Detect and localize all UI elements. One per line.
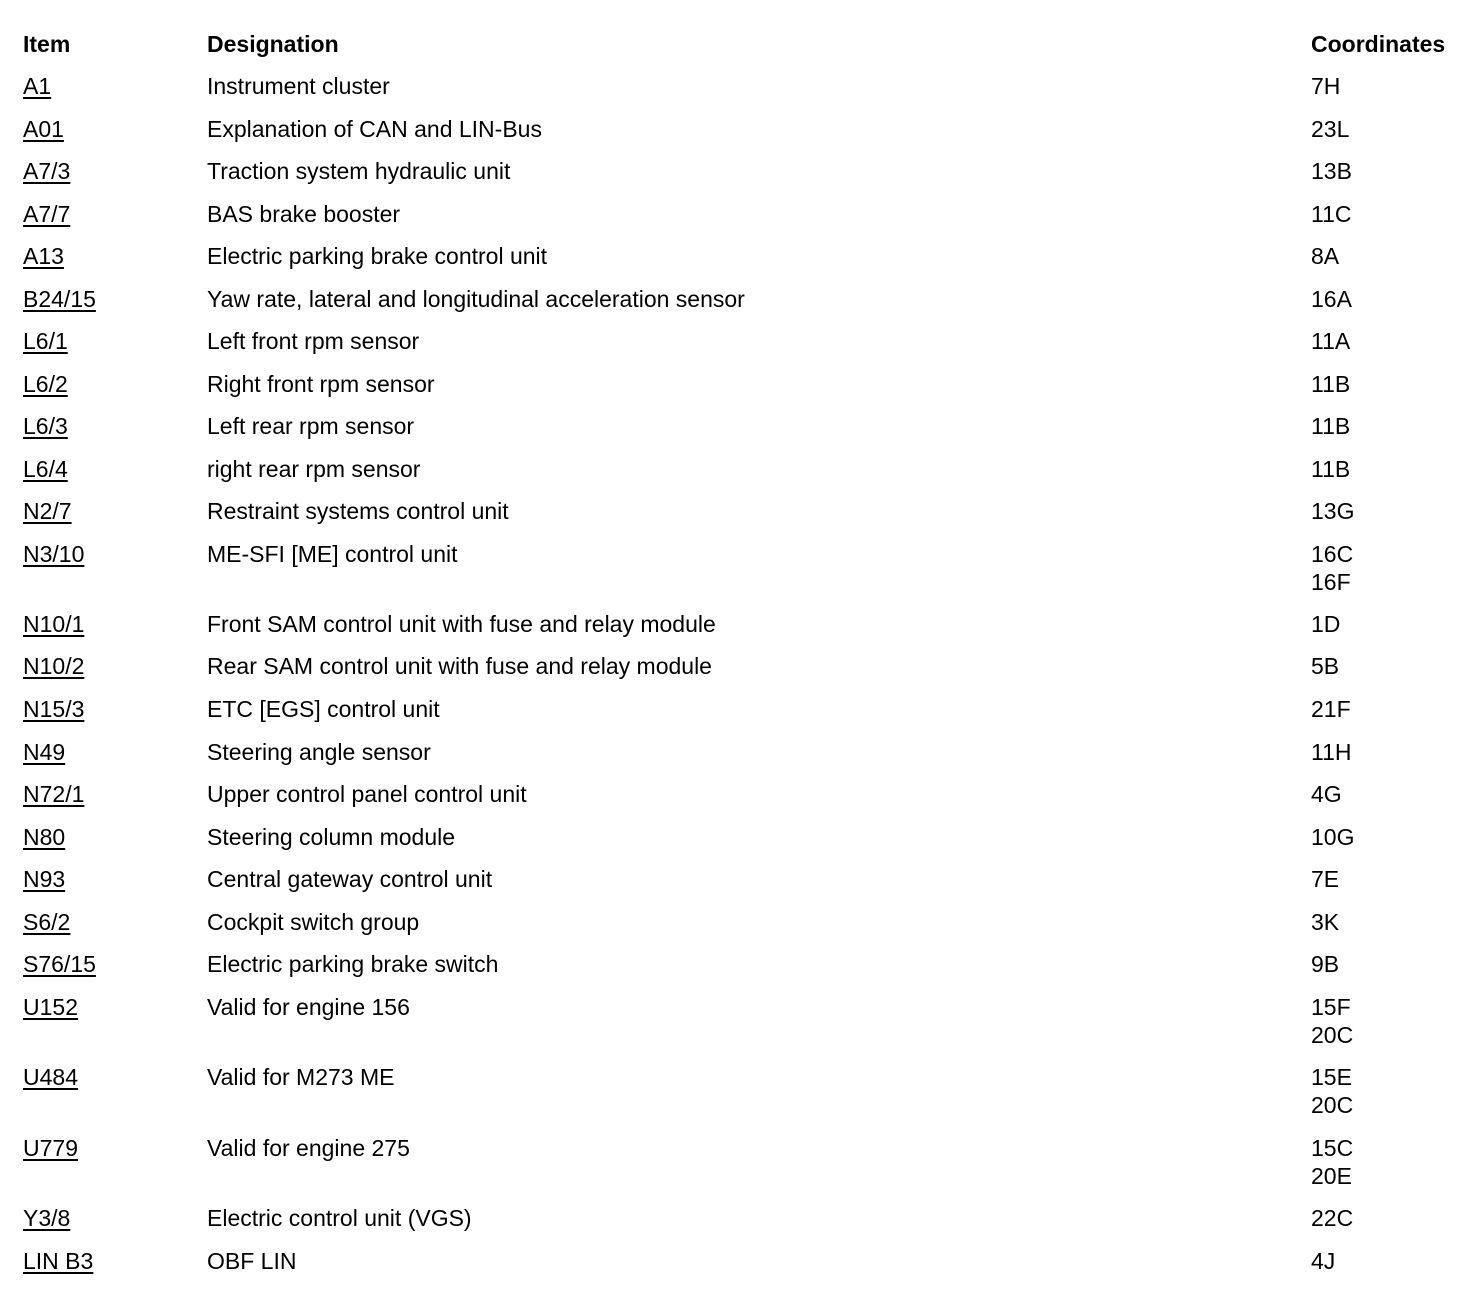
coordinate-value: 7H	[1311, 73, 1341, 99]
coordinate-value: 20C	[1311, 1092, 1354, 1118]
item-link[interactable]: B24/15	[23, 286, 96, 312]
designation-text: Cockpit switch group	[207, 909, 420, 935]
coordinate-value: 1D	[1311, 611, 1341, 637]
item-link[interactable]: N72/1	[23, 781, 85, 807]
designation-text: Right front rpm sensor	[207, 371, 435, 397]
designation-text: ETC [EGS] control unit	[207, 696, 440, 722]
coordinates-cell	[1311, 497, 1354, 525]
designation-text: Left rear rpm sensor	[207, 413, 415, 439]
coordinate-value: 16C	[1311, 541, 1354, 567]
item-link[interactable]: N15/3	[23, 696, 85, 722]
item-link[interactable]: N80	[23, 824, 66, 850]
designation-text: Upper control panel control unit	[207, 781, 527, 807]
item-link[interactable]: U484	[23, 1064, 78, 1090]
coordinates-cell	[1311, 652, 1339, 680]
coordinate-value: 15C	[1311, 1135, 1354, 1161]
coordinates-cell	[1311, 540, 1353, 596]
coordinate-value: 23L	[1311, 116, 1350, 142]
item-link[interactable]: Y3/8	[23, 1205, 71, 1231]
coordinates-cell	[1311, 823, 1354, 851]
coordinate-value: 11B	[1311, 456, 1351, 482]
coordinate-value: 11B	[1311, 371, 1351, 397]
designation-text: Steering angle sensor	[207, 739, 431, 765]
coordinate-value: 4J	[1311, 1248, 1336, 1274]
coordinate-value: 13B	[1311, 158, 1352, 184]
coordinates-cell	[1311, 1247, 1335, 1275]
designation-text: Yaw rate, lateral and longitudinal acceleration sensor	[207, 286, 745, 312]
coordinates-cell	[1311, 412, 1350, 440]
item-link[interactable]: L6/2	[23, 371, 68, 397]
coordinates-cell	[1311, 950, 1339, 978]
designation-text: Explanation of CAN and LIN-Bus	[207, 116, 542, 142]
coordinates-cell	[1311, 908, 1339, 936]
coordinate-value: 11A	[1311, 328, 1351, 354]
coordinate-value: 7E	[1311, 866, 1340, 892]
item-link[interactable]: S6/2	[23, 909, 71, 935]
item-link[interactable]: N93	[23, 866, 66, 892]
coordinate-value: 16F	[1311, 569, 1351, 595]
designation-text: Instrument cluster	[207, 73, 390, 99]
item-link[interactable]: L6/1	[23, 328, 68, 354]
coordinates-cell	[1311, 327, 1350, 355]
coordinate-value: 11B	[1311, 413, 1351, 439]
item-link[interactable]: N3/10	[23, 541, 85, 567]
coordinate-value: 4G	[1311, 781, 1342, 807]
item-link[interactable]: U152	[23, 994, 78, 1020]
header-item: Item	[23, 31, 71, 57]
designation-text: Electric parking brake switch	[207, 951, 499, 977]
coordinates-cell	[1311, 242, 1339, 270]
designation-text: ME-SFI [ME] control unit	[207, 541, 458, 567]
coordinates-cell	[1311, 1134, 1353, 1190]
item-link[interactable]: S76/15	[23, 951, 96, 977]
coordinate-value: 9B	[1311, 951, 1340, 977]
coordinates-cell	[1311, 157, 1352, 185]
coordinates-cell	[1311, 1204, 1353, 1232]
item-link[interactable]: L6/3	[23, 413, 68, 439]
coordinates-cell	[1311, 780, 1342, 808]
coordinates-cell	[1311, 738, 1352, 766]
coordinate-value: 3K	[1311, 909, 1340, 935]
header-designation: Designation	[207, 31, 339, 57]
coordinates-cell	[1311, 610, 1340, 638]
coordinate-value: 10G	[1311, 824, 1355, 850]
coordinates-cell	[1311, 993, 1353, 1049]
designation-text: Rear SAM control unit with fuse and relay module	[207, 653, 712, 679]
item-link[interactable]: A13	[23, 243, 64, 269]
item-link[interactable]: LIN B3	[23, 1248, 94, 1274]
designation-text: Valid for engine 275	[207, 1135, 410, 1161]
designation-text: Left front rpm sensor	[207, 328, 420, 354]
coordinate-value: 13G	[1311, 498, 1355, 524]
coordinate-value: 8A	[1311, 243, 1340, 269]
coordinate-value: 16A	[1311, 286, 1352, 312]
coordinate-value: 20E	[1311, 1163, 1352, 1189]
item-link[interactable]: N49	[23, 739, 66, 765]
designation-text: Central gateway control unit	[207, 866, 493, 892]
item-link[interactable]: A7/7	[23, 201, 71, 227]
item-link[interactable]: N10/1	[23, 611, 85, 637]
coordinate-value: 15F	[1311, 994, 1351, 1020]
designation-text: Restraint systems control unit	[207, 498, 509, 524]
designation-text: Traction system hydraulic unit	[207, 158, 511, 184]
coordinate-value: 15E	[1311, 1064, 1352, 1090]
coordinates-cell	[1311, 285, 1352, 313]
coordinate-value: 11H	[1311, 739, 1352, 765]
item-link[interactable]: A01	[23, 116, 64, 142]
item-link[interactable]: N2/7	[23, 498, 72, 524]
item-link[interactable]: A7/3	[23, 158, 71, 184]
coordinates-cell	[1311, 370, 1350, 398]
coordinates-cell	[1311, 1063, 1353, 1119]
designation-text: Valid for engine 156	[207, 994, 410, 1020]
coordinates-cell	[1311, 115, 1349, 143]
coordinate-value: 21F	[1311, 696, 1351, 722]
designation-text: Electric parking brake control unit	[207, 243, 548, 269]
item-link[interactable]: L6/4	[23, 456, 68, 482]
coordinates-cell	[1311, 200, 1352, 228]
coordinate-value: 5B	[1311, 653, 1340, 679]
designation-text: BAS brake booster	[207, 201, 401, 227]
designation-text: Electric control unit (VGS)	[207, 1205, 472, 1231]
designation-text: Steering column module	[207, 824, 456, 850]
item-link[interactable]: N10/2	[23, 653, 85, 679]
coordinates-cell	[1311, 72, 1340, 100]
coordinates-cell	[1311, 695, 1351, 723]
designation-text: OBF LIN	[207, 1248, 297, 1274]
item-link[interactable]: A1	[23, 73, 52, 99]
designation-text: right rear rpm sensor	[207, 456, 421, 482]
coordinate-value: 22C	[1311, 1205, 1354, 1231]
coordinate-value: 11C	[1311, 201, 1352, 227]
coordinates-cell	[1311, 455, 1350, 483]
designation-text: Valid for M273 ME	[207, 1064, 395, 1090]
item-link[interactable]: U779	[23, 1135, 78, 1161]
designation-text: Front SAM control unit with fuse and relay module	[207, 611, 716, 637]
header-coordinates: Coordinates	[1311, 31, 1446, 57]
coordinate-value: 20C	[1311, 1022, 1354, 1048]
coordinates-cell	[1311, 865, 1339, 893]
